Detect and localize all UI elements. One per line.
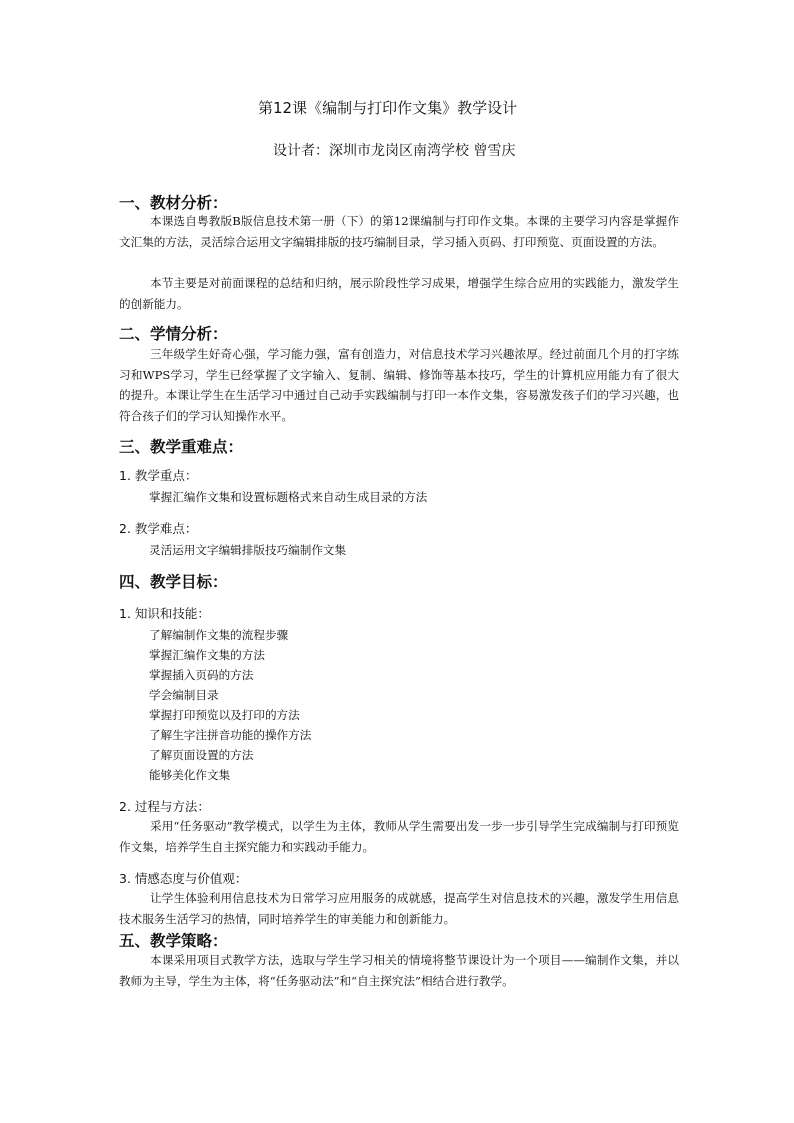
- section-2-heading: 二、学情分析：: [119, 325, 228, 343]
- author-line: 设计者：深圳市龙岗区南湾学校 曾雪庆: [273, 143, 516, 159]
- list-item: 学会编制目录: [149, 688, 219, 702]
- list-item: 了解编制作文集的流程步骤: [149, 628, 289, 642]
- section-3-sub-1: 1. 教学重点：: [119, 468, 198, 483]
- list-item: 掌握汇编作文集的方法: [149, 648, 265, 662]
- list-item: 能够美化作文集: [149, 768, 231, 782]
- section-3-sub-1-text: 掌握汇编作文集和设置标题格式来自动生成目录的方法: [149, 490, 428, 504]
- list-item: 了解页面设置的方法: [149, 748, 254, 762]
- section-4-sub-3: 3. 情感态度与价值观：: [119, 871, 248, 886]
- list-item: 掌握打印预览以及打印的方法: [149, 708, 300, 722]
- section-4-sub-2-text: 采用“任务驱动”教学模式，以学生为主体，教师从学生需要出发一步一步引导学生完成编制与打印预览作文集，培养学生自主探究能力和实践动手能力。: [119, 819, 679, 854]
- section-5-paragraph: 本课采用项目式教学方法，选取与学生学习相关的情境将整节课设计为一个项目——编制作文集，并以教师为主导，学生为主体，将“任务驱动法”和“自主探究法”相结合进行教学。: [119, 953, 679, 988]
- section-2-paragraph: 三年级学生好奇心强，学习能力强，富有创造力，对信息技术学习兴趣浓厚。经过前面几个月的打字练习和WPS学习，学生已经掌握了文字输入、复制、编辑、修饰等基本技巧，学生的计算机应用能力有了很大的提升。本课让学生在生活学习中通过自己动手实践编制与打印一本作文集，容易激发孩子们的学习兴趣，也符合孩子们的学习认知操作水平。: [119, 347, 679, 423]
- section-1-paragraph-2: 本节主要是对前面课程的总结和归纳，展示阶段性学习成果，增强学生综合应用的实践能力，激发学生的创新能力。: [119, 276, 679, 311]
- section-3-sub-2-text: 灵活运用文字编辑排版技巧编制作文集: [149, 543, 347, 557]
- list-item: 掌握插入页码的方法: [149, 668, 254, 682]
- list-item: 了解生字注拼音功能的操作方法: [149, 728, 312, 742]
- section-3-heading: 三、教学重难点：: [119, 438, 244, 456]
- section-4-sub-2: 2. 过程与方法：: [119, 799, 210, 814]
- section-4-sub-3-text: 让学生体验利用信息技术为日常学习应用服务的成就感，提高学生对信息技术的兴趣，激发学生用信息技术服务生活学习的热情，同时培养学生的审美能力和创新能力。: [119, 891, 679, 926]
- section-4-heading: 四、教学目标：: [119, 573, 228, 591]
- section-1-paragraph-1: 本课选自粤教版B版信息技术第一册（下）的第12课编制与打印作文集。本课的主要学习内容是掌握作文汇集的方法，灵活综合运用文字编辑排版的技巧编制目录，学习插入页码、打印预览、页面设置的方法。: [119, 214, 679, 249]
- page-title: 第12课《编制与打印作文集》教学设计: [258, 99, 518, 117]
- section-5-heading: 五、教学策略：: [119, 932, 228, 950]
- section-4-sub-1: 1. 知识和技能：: [119, 606, 210, 621]
- section-1-heading: 一、教材分析：: [119, 194, 228, 212]
- section-3-sub-2: 2. 教学难点：: [119, 521, 198, 536]
